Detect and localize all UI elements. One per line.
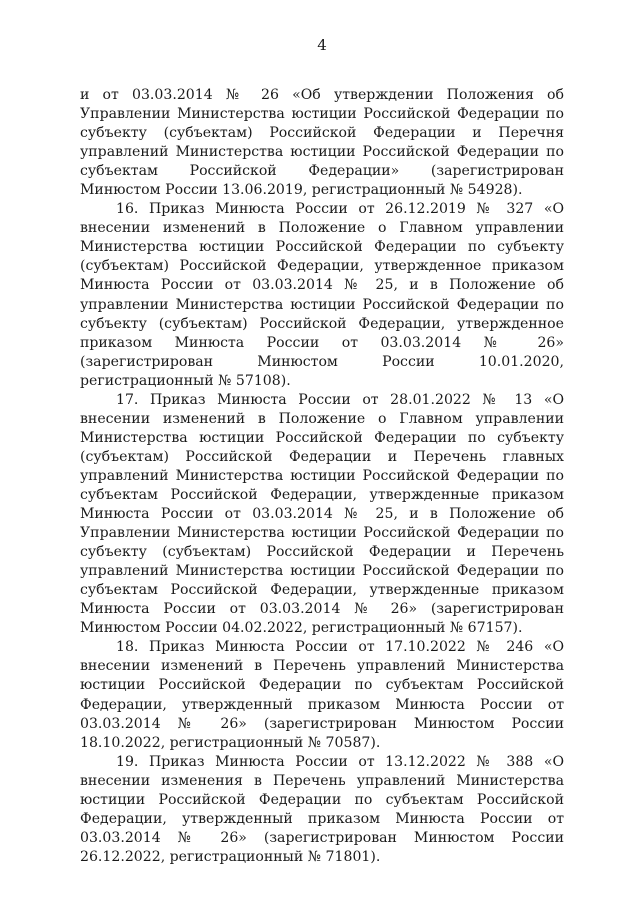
paragraph-item-17: 17. Приказ Минюста России от 28.01.2022 № 13 «О внесении изменений в Положение о Главном управлении Министерства юстиции Российской Федерации по субъекту (субъектам) Российской Федерации и Перечень главных управлений Министерства юстиции Российской Федерации по субъектам Российской Федерации, утвержденные приказом Минюста России от 03.03.2014 № 25, и в Положение об Управлении Министерства юстиции Российской Федерации по субъекту (субъектам) Российской Федерации и Перечень управлений Министерства юстиции Российской Федерации по субъектам Российской Федерации, утвержденные приказом Минюста России от 03.03.2014 № 26» (зарегистрирован Минюстом России 04.02.2022, регистрационный № 67157). bbox=[80, 391, 564, 637]
paragraph-item-19: 19. Приказ Минюста России от 13.12.2022 № 388 «О внесении изменения в Перечень управлений Министерства юстиции Российской Федерации по субъектам Российской Федерации, утвержденный приказом Минюста России от 03.03.2014 № 26» (зарегистрирован Минюстом России 26.12.2022, регистрационный № 71801). bbox=[80, 753, 564, 865]
paragraph-continuation: и от 03.03.2014 № 26 «Об утверждении Положения об Управлении Министерства юстиции Российской Федерации по субъекту (субъектам) Российской Федерации и Перечня управлений Министерства юстиции Российской Федерации по субъектам Российской Федерации» (зарегистрирован Минюстом России 13.06.2019, регистрационный № 54928). bbox=[80, 87, 564, 199]
paragraph-item-18: 18. Приказ Минюста России от 17.10.2022 № 246 «О внесении изменений в Перечень управлений Министерства юстиции Российской Федерации по субъектам Российской Федерации, утвержденный приказом Минюста России от 03.03.2014 № 26» (зарегистрирован Минюстом России 18.10.2022, регистрационный № 70587). bbox=[80, 639, 564, 751]
page-number: 4 bbox=[317, 36, 327, 54]
document-page bbox=[80, 36, 564, 867]
paragraph-item-16: 16. Приказ Минюста России от 26.12.2019 № 327 «О внесении изменений в Положение о Главном управлении Министерства юстиции Российской Федерации по субъекту (субъектам) Российской Федерации, утвержденное приказом Минюста России от 03.03.2014 № 25, и в Положение об управлении Министерства юстиции Российской Федерации по субъекту (субъектам) Российской Федерации, утвержденное приказом Минюста России от 03.03.2014 № 26» (зарегистрирован Минюстом России 10.01.2020, регистрационный № 57108). bbox=[80, 201, 564, 389]
